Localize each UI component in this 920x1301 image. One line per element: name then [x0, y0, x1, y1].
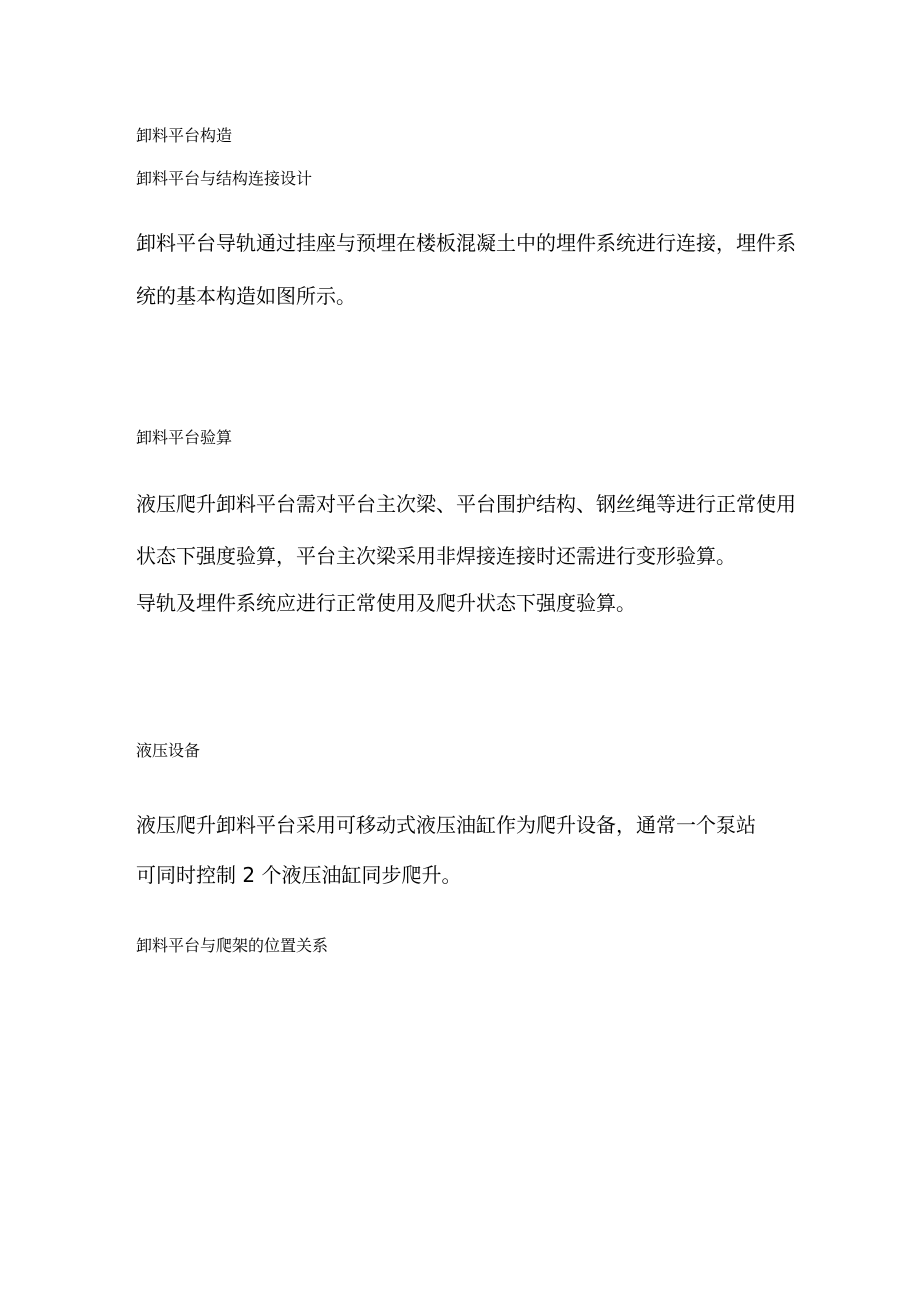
paragraph-line: 统的基本构造如图所示。 [136, 284, 356, 308]
heading-platform-checking: 卸料平台验算 [136, 428, 233, 447]
paragraph-line: 液压爬升卸料平台需对平台主次梁、平台围护结构、钢丝绳等进行正常使用 [136, 492, 796, 516]
heading-connection-design: 卸料平台与结构连接设计 [136, 169, 313, 188]
heading-platform-scaffold-relation: 卸料平台与爬架的位置关系 [136, 936, 329, 955]
heading-platform-structure: 卸料平台构造 [136, 126, 233, 145]
paragraph-line: 状态下强度验算，平台主次梁采用非焊接连接时还需进行变形验算。 [136, 544, 736, 568]
paragraph-line: 导轨及埋件系统应进行正常使用及爬升状态下强度验算。 [136, 591, 636, 615]
heading-hydraulic-equipment: 液压设备 [136, 741, 201, 760]
paragraph-line: 液压爬升卸料平台采用可移动式液压油缸作为爬升设备，通常一个泵站 [136, 813, 756, 837]
paragraph-line: 卸料平台导轨通过挂座与预埋在楼板混凝土中的埋件系统进行连接，埋件系 [136, 231, 796, 255]
paragraph-line: 可同时控制 2 个液压油缸同步爬升。 [136, 863, 462, 887]
